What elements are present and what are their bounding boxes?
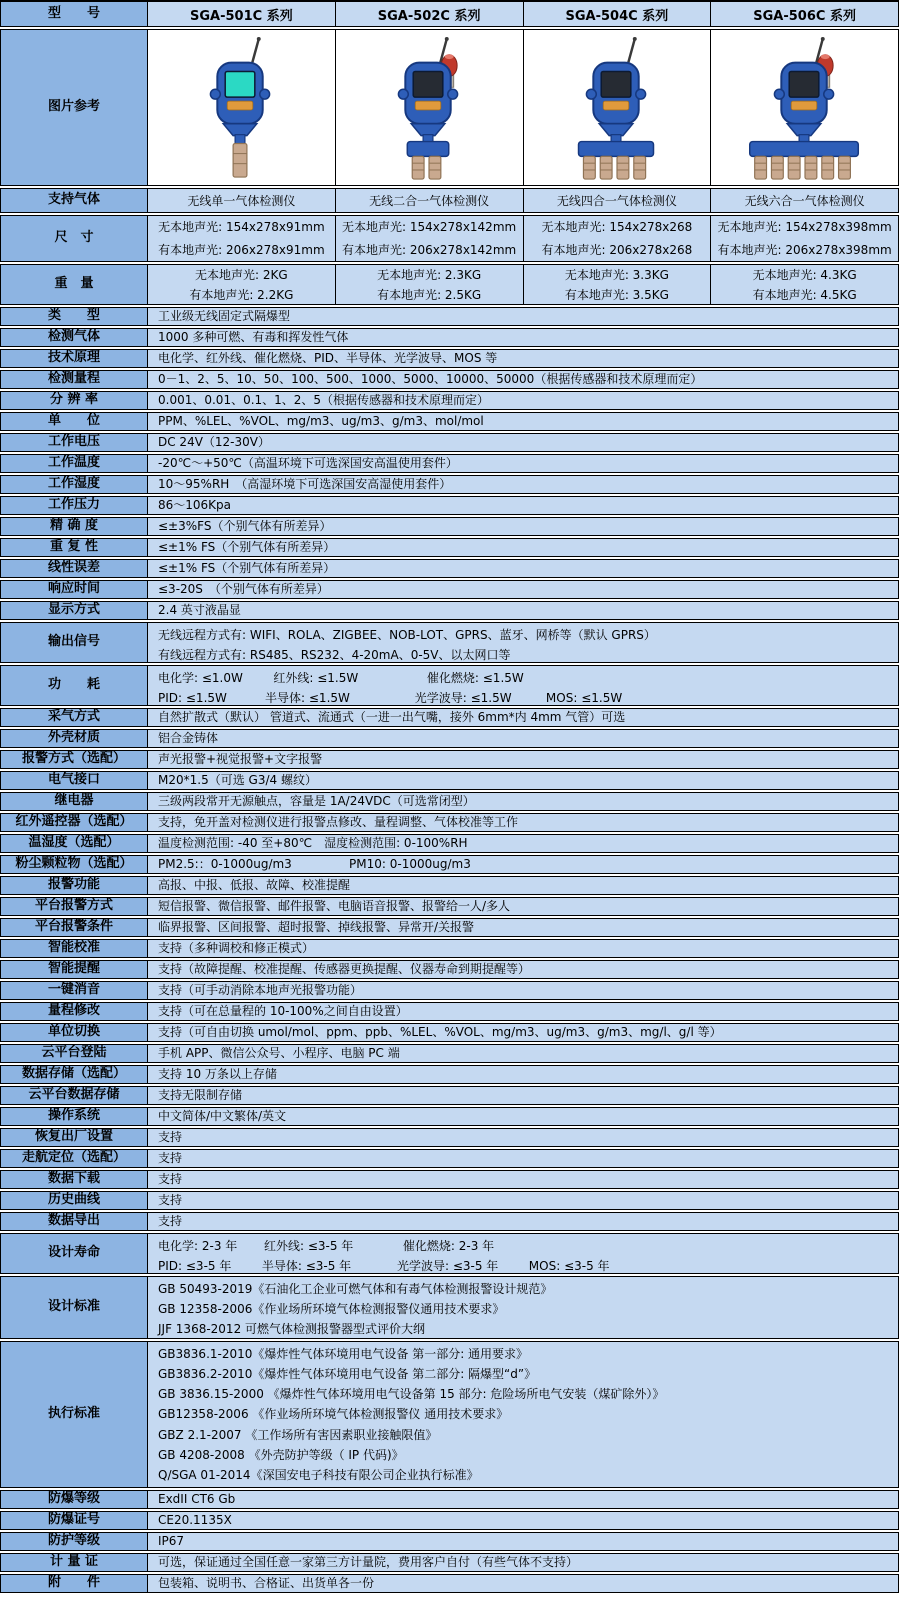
row-label: 防爆等级 [1, 1491, 148, 1508]
spec-row [0, 496, 899, 515]
row-value: 0－1、2、5、10、50、100、500、1000、5000、10000、50000（根据传感器和技术原理而定） [158, 372, 703, 386]
row-label: 工作温度 [1, 455, 148, 472]
spec-row [0, 960, 899, 979]
row-value: 支持 [158, 1130, 183, 1144]
sga-502c-detector-image [359, 33, 499, 183]
model-header-sga-506c: SGA-506C 系列 [710, 2, 898, 26]
spec-row [0, 370, 899, 389]
weight-row-cells [148, 265, 898, 304]
row-label: 单位切换 [1, 1024, 148, 1041]
row-label: 走航定位（选配） [1, 1150, 148, 1167]
spec-row [0, 391, 899, 410]
spec-row [0, 1002, 899, 1021]
row-value: 支持（多种调校和修正模式） [158, 941, 315, 955]
row-value: CE20.1135X [158, 1513, 232, 1527]
row-label: 数据存储（选配） [1, 1066, 148, 1083]
row-value: 短信报警、微信报警、邮件报警、电脑语音报警、报警给一人/多人 [158, 899, 511, 913]
row-value: PM2.5:：0-1000ug/m3 PM10: 0-1000ug/m3 [158, 857, 471, 871]
row-label: 智能校准 [1, 940, 148, 957]
row-value-line: 无线远程方式有: WIFI、ROLA、ZIGBEE、NOB-LOT、GPRS、蓝牙、网桥等（默认 GPRS） [158, 628, 656, 642]
row-value-line: GB3836.2-2010《爆炸性气体环境用电气设备 第二部分: 隔爆型“d”》 [158, 1367, 537, 1382]
row-value: 支持 [158, 1193, 183, 1207]
row-value: 支持（可在总量程的 10-100%之间自由设置） [158, 1004, 408, 1018]
row-value [148, 1342, 898, 1487]
row-label: 重 量 [1, 265, 148, 304]
spec-cell [148, 265, 335, 304]
row-value: 支持（故障提醒、校准提醒、传感器更换提醒、仪器寿命到期提醒等） [158, 962, 531, 976]
row-value: 高报、中报、低报、故障、校准提醒 [158, 878, 351, 892]
row-value: 中文简体/中文繁体/英文 [158, 1109, 287, 1123]
spec-row [0, 855, 899, 874]
image-cells [148, 30, 898, 185]
row-value: 支持（可手动消除本地声光报警功能） [158, 983, 363, 997]
row-label: 类 型 [1, 308, 148, 325]
row-value: 临界报警、区间报警、超时报警、掉线报警、异常开/关报警 [158, 920, 475, 934]
spec-row [0, 750, 899, 769]
row-label: 精 确 度 [1, 518, 148, 535]
spec-cell [710, 216, 898, 261]
row-value: 支持 10 万条以上存储 [158, 1067, 277, 1081]
row-label: 量程修改 [1, 1003, 148, 1020]
row-value-line: GB12358-2006 《作业场所环境气体检测报警仪 通用技术要求》 [158, 1407, 509, 1422]
spec-cell-line: 有本地声光: 206x278x398mm [717, 242, 892, 257]
row-value: 86～106Kpa [158, 498, 232, 512]
row-label: 历史曲线 [1, 1192, 148, 1209]
sga-502c-detector-cell [335, 30, 523, 185]
dimensions-row-cells [148, 216, 898, 261]
row-value [148, 1277, 898, 1338]
row-label: 设计标准 [1, 1277, 148, 1338]
row-value: 支持 [158, 1214, 183, 1228]
spec-row [0, 622, 899, 663]
row-value: DC 24V（12-30V） [158, 435, 270, 449]
spec-row [0, 1532, 899, 1551]
sga-506c-detector-image [735, 33, 875, 183]
spec-row [0, 601, 899, 620]
supported-gas-row-cells [148, 189, 898, 212]
row-label: 支持气体 [1, 189, 148, 212]
row-value-line: 电化学: ≤1.0W 红外线: ≤1.5W 催化燃烧: ≤1.5W [158, 671, 524, 685]
spec-row [0, 1511, 899, 1530]
row-value [148, 623, 898, 662]
spec-row [0, 349, 899, 368]
spec-row [0, 1574, 899, 1593]
spec-row [0, 918, 899, 937]
row-value: 三级两段常开无源触点，容量是 1A/24VDC（可选常闭型） [158, 794, 475, 808]
spec-cell-line: 有本地声光: 2.5KG [377, 288, 482, 302]
row-label: 执行标准 [1, 1342, 148, 1487]
row-label: 尺 寸 [1, 216, 148, 261]
spec-row [0, 1086, 899, 1105]
spec-row [0, 1065, 899, 1084]
spec-cell-line: 有本地声光: 206x278x91mm [158, 242, 325, 257]
spec-row [0, 1107, 899, 1126]
row-value: M20*1.5（可选 G3/4 螺纹） [158, 773, 317, 787]
row-label: 显示方式 [1, 602, 148, 619]
row-label: 智能提醒 [1, 961, 148, 978]
spec-cell: 无线六合一气体检测仪 [710, 189, 898, 212]
row-value-line: JJF 1368-2012 可燃气体检测报警器型式评价大纲 [158, 1322, 426, 1336]
spec-row [0, 792, 899, 811]
row-value: 自然扩散式（默认） 管道式、流通式（一进一出气嘴，接外 6mm*内 4mm 气管）可选 [158, 710, 626, 724]
row-value-line: PID: ≤3-5 年 半导体: ≤3-5 年 光学波导: ≤3-5 年 MOS: ≤3-5 年 [158, 1259, 610, 1273]
weight-row [0, 264, 899, 305]
spec-row [0, 475, 899, 494]
spec-row [0, 517, 899, 536]
row-value: ≤±3%FS（个别气体有所差异） [158, 519, 332, 533]
spec-cell-line: 无本地声光: 2KG [195, 268, 288, 282]
sga-501c-detector-image [171, 33, 311, 183]
row-value-line: GB 50493-2019《石油化工企业可燃气体和有毒气体检测报警设计规范》 [158, 1282, 553, 1296]
spec-row [0, 708, 899, 727]
row-label: 输出信号 [1, 623, 148, 662]
row-value-line: GB3836.1-2010《爆炸性气体环境用电气设备 第一部分: 通用要求》 [158, 1347, 529, 1362]
spec-cell: 无线二合一气体检测仪 [335, 189, 523, 212]
spec-row [0, 1276, 899, 1339]
row-label: 检测量程 [1, 371, 148, 388]
row-value: 工业级无线固定式隔爆型 [158, 309, 291, 323]
row-label: 分 辨 率 [1, 392, 148, 409]
spec-cell-line: 无本地声光: 154x278x142mm [342, 220, 517, 235]
row-value: 温度检测范围: -40 至+80℃ 湿度检测范围: 0-100%RH [158, 836, 468, 850]
row-label: 线性误差 [1, 560, 148, 577]
row-label: 一键消音 [1, 982, 148, 999]
row-value: 手机 APP、微信公众号、小程序、电脑 PC 端 [158, 1046, 400, 1060]
model-header-sga-501c: SGA-501C 系列 [148, 2, 335, 26]
row-value: 支持无限制存储 [158, 1088, 243, 1102]
spec-cell-line: 有本地声光: 2.2KG [189, 288, 294, 302]
row-label: 功 耗 [1, 666, 148, 705]
image-reference-row [0, 29, 899, 186]
spec-row [0, 412, 899, 431]
row-value-line: 有线远程方式有: RS485、RS232、4-20mA、0-5V、以太网口等 [158, 648, 511, 662]
row-label: 检测气体 [1, 329, 148, 346]
spec-row [0, 1128, 899, 1147]
spec-row [0, 1341, 899, 1488]
row-value-line: GB 3836.15-2000 《爆炸性气体环境用电气设备第 15 部分: 危险场所电气安装（煤矿除外）》 [158, 1387, 665, 1402]
row-value: -20℃～+50℃（高温环境下可选深国安高温使用套件） [158, 456, 458, 470]
row-label: 工作电压 [1, 434, 148, 451]
row-label: 重 复 性 [1, 539, 148, 556]
row-value: ≤3-20S （个别气体有所差异） [158, 582, 329, 596]
model-header-label: 型 号 [1, 2, 148, 26]
row-value-line: 电化学: 2-3 年 红外线: ≤3-5 年 催化燃烧: 2-3 年 [158, 1239, 495, 1253]
spec-cell [335, 216, 523, 261]
row-value: 可选，保证通过全国任意一家第三方计量院，费用客户自付（有些气体不支持） [158, 1555, 579, 1569]
row-value-line: GBZ 2.1-2007 《工作场所有害因素职业接触限值》 [158, 1427, 438, 1442]
row-label: 数据下载 [1, 1171, 148, 1188]
spec-cell-line: 无本地声光: 3.3KG [564, 268, 669, 282]
spec-row [0, 538, 899, 557]
row-label: 云平台数据存储 [1, 1087, 148, 1104]
sga-504c-detector-cell [523, 30, 711, 185]
row-label: 继电器 [1, 793, 148, 810]
row-value: ≤±1% FS（个别气体有所差异） [158, 561, 336, 575]
supported-gas-row [0, 188, 899, 213]
spec-cell-line: 无本地声光: 4.3KG [752, 268, 857, 282]
spec-cell-line: 有本地声光: 206x278x142mm [342, 242, 517, 257]
row-label: 附 件 [1, 1575, 148, 1592]
row-label: 数据导出 [1, 1213, 148, 1230]
row-label: 采气方式 [1, 709, 148, 726]
row-value [148, 1234, 898, 1273]
spec-row [0, 433, 899, 452]
row-label: 平台报警方式 [1, 898, 148, 915]
spec-row [0, 580, 899, 599]
row-value [148, 666, 898, 705]
spec-cell: 无线单一气体检测仪 [148, 189, 335, 212]
spec-row [0, 1490, 899, 1509]
spec-row [0, 813, 899, 832]
row-label: 云平台登陆 [1, 1045, 148, 1062]
spec-cell [523, 216, 711, 261]
row-label: 电气接口 [1, 772, 148, 789]
row-label: 恢复出厂设置 [1, 1129, 148, 1146]
spec-row [0, 454, 899, 473]
row-label: 外壳材质 [1, 730, 148, 747]
sga-506c-detector-cell [710, 30, 898, 185]
row-label: 计 量 证 [1, 1554, 148, 1571]
spec-row [0, 981, 899, 1000]
row-label: 温湿度（选配） [1, 835, 148, 852]
spec-cell-line: 无本地声光: 2.3KG [377, 268, 482, 282]
row-label: 防爆证号 [1, 1512, 148, 1529]
row-value: ExdII CT6 Gb [158, 1492, 236, 1506]
image-row-label: 图片参考 [1, 30, 148, 185]
row-value: PPM、%LEL、%VOL、mg/m3、ug/m3、g/m3、mol/mol [158, 414, 484, 428]
spec-row [0, 1149, 899, 1168]
spec-cell-line: 有本地声光: 4.5KG [752, 288, 857, 302]
spec-row [0, 559, 899, 578]
row-value-line: GB 12358-2006《作业场所环境气体检测报警仪通用技术要求》 [158, 1302, 505, 1316]
row-value: 支持 [158, 1151, 183, 1165]
row-label: 技术原理 [1, 350, 148, 367]
spec-row [0, 1023, 899, 1042]
row-label: 工作湿度 [1, 476, 148, 493]
row-value: 0.001、0.01、0.1、1、2、5（根据传感器和技术原理而定） [158, 393, 490, 407]
spec-cell-line: 有本地声光: 206x278x268 [541, 242, 693, 257]
row-label: 单 位 [1, 413, 148, 430]
row-label: 工作压力 [1, 497, 148, 514]
spec-row [0, 1233, 899, 1274]
spec-row [0, 729, 899, 748]
spec-cell-line: 无本地声光: 154x278x268 [541, 220, 693, 235]
row-value: 电化学、红外线、催化燃烧、PID、半导体、光学波导、MOS 等 [158, 351, 498, 365]
row-value: 包装箱、说明书、合格证、出货单各一份 [158, 1576, 375, 1590]
row-value: 2.4 英寸液晶显 [158, 603, 241, 617]
row-value-line: Q/SGA 01-2014《深国安电子科技有限公司企业执行标准》 [158, 1467, 479, 1482]
row-value: 1000 多种可燃、有毒和挥发性气体 [158, 330, 349, 344]
row-value-line: PID: ≤1.5W 半导体: ≤1.5W 光学波导: ≤1.5W MOS: ≤1.5W [158, 691, 623, 705]
model-header-row [0, 0, 899, 27]
row-label: 响应时间 [1, 581, 148, 598]
row-label: 操作系统 [1, 1108, 148, 1125]
row-value: ≤±1% FS（个别气体有所差异） [158, 540, 336, 554]
row-label: 设计寿命 [1, 1234, 148, 1273]
spec-cell: 无线四合一气体检测仪 [523, 189, 711, 212]
spec-row [0, 1170, 899, 1189]
spec-cell [335, 265, 523, 304]
row-label: 防护等级 [1, 1533, 148, 1550]
spec-cell-line: 无本地声光: 154x278x91mm [158, 220, 325, 235]
row-value: IP67 [158, 1534, 185, 1548]
spec-cell [710, 265, 898, 304]
spec-row [0, 665, 899, 706]
model-header-cells [148, 2, 898, 26]
model-header-sga-504c: SGA-504C 系列 [523, 2, 711, 26]
row-label: 报警方式（选配） [1, 751, 148, 768]
row-value: 10～95%RH （高湿环境下可选深国安高湿使用套件） [158, 477, 452, 491]
spec-row [0, 897, 899, 916]
spec-row [0, 1212, 899, 1231]
row-value: 铝合金铸体 [158, 731, 219, 745]
row-value: 声光报警+视觉报警+文字报警 [158, 752, 323, 766]
spec-row [0, 939, 899, 958]
model-header-sga-502c: SGA-502C 系列 [335, 2, 523, 26]
spec-row [0, 834, 899, 853]
spec-row [0, 771, 899, 790]
row-value: 支持，免开盖对检测仪进行报警点修改、量程调整、气体校准等工作 [158, 815, 519, 829]
row-label: 报警功能 [1, 877, 148, 894]
row-value: 支持 [158, 1172, 183, 1186]
sga-501c-detector-cell [148, 30, 335, 185]
sga-504c-detector-image [547, 33, 687, 183]
spec-row [0, 876, 899, 895]
dimensions-row [0, 215, 899, 262]
spec-row [0, 1044, 899, 1063]
row-label: 粉尘颗粒物（选配） [1, 856, 148, 873]
spec-cell-line: 有本地声光: 3.5KG [564, 288, 669, 302]
row-label: 平台报警条件 [1, 919, 148, 936]
spec-row [0, 1553, 899, 1572]
row-value: 支持（可自由切换 umol/mol、ppm、ppb、%LEL、%VOL、mg/m3、ug/m3、g/m3、mg/l、g/l 等） [158, 1025, 722, 1039]
spec-row [0, 307, 899, 326]
row-value-line: GB 4208-2008 《外壳防护等级（ IP 代码)》 [158, 1447, 404, 1462]
spec-cell [523, 265, 711, 304]
row-label: 红外遥控器（选配） [1, 814, 148, 831]
spec-cell-line: 无本地声光: 154x278x398mm [717, 220, 892, 235]
spec-cell [148, 216, 335, 261]
spec-row [0, 328, 899, 347]
spec-row [0, 1191, 899, 1210]
